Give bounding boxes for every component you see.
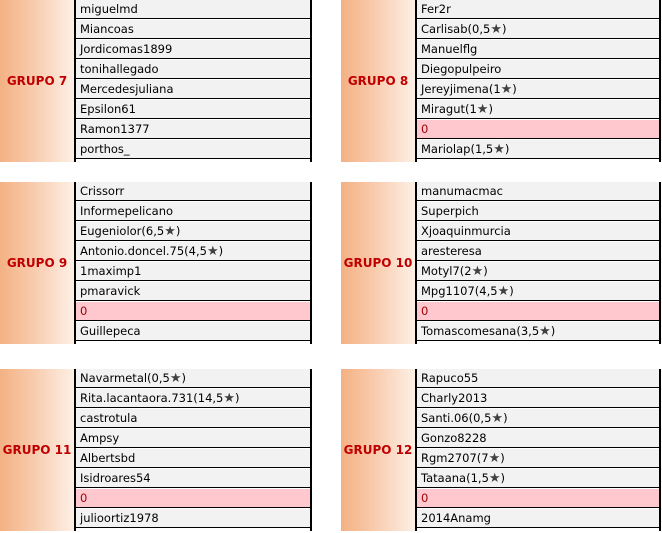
closing-paren: ) bbox=[218, 244, 224, 258]
closing-paren: ) bbox=[500, 451, 505, 465]
member-cell[interactable] bbox=[76, 80, 310, 99]
member-name: tonihallegado bbox=[80, 62, 159, 76]
member-name: Crissorr bbox=[80, 184, 125, 198]
star-icon: ★ bbox=[488, 471, 501, 486]
member-cell[interactable] bbox=[417, 202, 659, 221]
table-border bbox=[659, 369, 661, 531]
member-name: manumacmac bbox=[421, 184, 503, 198]
member-cell[interactable] bbox=[417, 369, 659, 388]
closing-paren: ) bbox=[500, 471, 506, 485]
member-name: 2014Anamg bbox=[421, 511, 491, 525]
member-name: 0 bbox=[80, 304, 88, 318]
star-icon: ★ bbox=[488, 451, 501, 466]
member-name: Ramon1377 bbox=[80, 122, 150, 136]
table-border bbox=[310, 182, 312, 344]
closing-paren: ) bbox=[488, 102, 493, 116]
member-cell[interactable] bbox=[417, 489, 659, 508]
star-icon: ★ bbox=[539, 324, 551, 339]
table-border bbox=[659, 182, 661, 344]
member-list bbox=[76, 0, 310, 159]
member-cell[interactable] bbox=[417, 389, 659, 408]
member-cell[interactable] bbox=[417, 182, 659, 201]
table-border bbox=[310, 369, 312, 531]
member-cell[interactable] bbox=[76, 140, 310, 159]
group-label: GRUPO 12 bbox=[341, 369, 415, 531]
member-list bbox=[417, 0, 659, 159]
member-cell[interactable] bbox=[417, 0, 659, 19]
member-cell[interactable] bbox=[417, 429, 659, 448]
member-name: Superpich bbox=[421, 204, 479, 218]
star-icon: ★ bbox=[497, 284, 510, 299]
member-name: Mercedesjuliana bbox=[80, 82, 174, 96]
member-name: Rgm2707(7 bbox=[421, 451, 489, 465]
member-name: Tomascomesana(3,5 bbox=[421, 324, 540, 338]
member-cell[interactable] bbox=[417, 469, 659, 488]
member-cell[interactable] bbox=[76, 0, 310, 19]
member-name: Rita.lacantaora.731(14,5 bbox=[80, 391, 224, 405]
member-cell[interactable] bbox=[76, 120, 310, 139]
member-cell[interactable] bbox=[76, 202, 310, 221]
member-cell[interactable] bbox=[417, 120, 659, 139]
member-cell[interactable] bbox=[76, 262, 310, 281]
member-list bbox=[417, 369, 659, 528]
member-name: 0 bbox=[421, 304, 429, 318]
closing-paren: ) bbox=[483, 264, 488, 278]
closing-paren: ) bbox=[181, 371, 186, 385]
member-name: Isidroares54 bbox=[80, 471, 151, 485]
member-name: Informepelicano bbox=[80, 204, 174, 218]
closing-paren: ) bbox=[503, 411, 508, 425]
member-name: julioortiz1978 bbox=[80, 511, 159, 525]
member-name: Mpg1107(4,5 bbox=[421, 284, 498, 298]
table-border bbox=[659, 0, 661, 162]
member-cell[interactable] bbox=[76, 282, 310, 301]
group-label: GRUPO 9 bbox=[0, 182, 74, 344]
member-name: Miancoas bbox=[80, 22, 134, 36]
group-block bbox=[0, 182, 310, 344]
group-label: GRUPO 11 bbox=[0, 369, 74, 531]
member-cell[interactable] bbox=[76, 369, 310, 388]
member-cell[interactable] bbox=[76, 302, 310, 321]
member-name: Manuelflg bbox=[421, 42, 478, 56]
member-name: Miragut(1 bbox=[421, 102, 477, 116]
star-icon: ★ bbox=[223, 391, 236, 406]
member-cell[interactable] bbox=[417, 409, 659, 428]
group-label: GRUPO 8 bbox=[341, 0, 415, 162]
closing-paren: ) bbox=[504, 142, 510, 156]
group-block bbox=[0, 0, 310, 162]
star-icon: ★ bbox=[493, 142, 505, 157]
table-border bbox=[310, 0, 312, 162]
member-list bbox=[417, 182, 659, 341]
member-name: Jordicomas1899 bbox=[80, 42, 173, 56]
group-block bbox=[341, 182, 659, 344]
member-cell[interactable] bbox=[76, 409, 310, 428]
member-cell[interactable] bbox=[76, 489, 310, 508]
closing-paren: ) bbox=[509, 284, 514, 298]
member-name: 0 bbox=[80, 491, 88, 505]
member-name: castrotula bbox=[80, 411, 138, 425]
member-cell[interactable] bbox=[76, 449, 310, 468]
member-cell[interactable] bbox=[417, 242, 659, 261]
group-label: GRUPO 10 bbox=[341, 182, 415, 344]
member-name: Eugeniolor(6,5 bbox=[80, 224, 165, 238]
member-name: Jereyjimena(1 bbox=[421, 82, 501, 96]
member-cell[interactable] bbox=[76, 60, 310, 79]
member-name: Epsilon61 bbox=[80, 102, 136, 116]
member-cell[interactable] bbox=[76, 40, 310, 59]
member-cell[interactable] bbox=[76, 182, 310, 201]
member-name: Ampsy bbox=[80, 431, 120, 445]
member-name: Guillepeca bbox=[80, 324, 141, 338]
member-cell[interactable] bbox=[76, 469, 310, 488]
group-block bbox=[0, 369, 310, 531]
star-icon: ★ bbox=[490, 22, 502, 37]
member-cell[interactable] bbox=[417, 20, 659, 39]
member-name: Albertsbd bbox=[80, 451, 136, 465]
member-name: 0 bbox=[421, 491, 429, 505]
member-name: Rapuco55 bbox=[421, 371, 479, 385]
member-cell[interactable] bbox=[417, 509, 659, 528]
member-cell[interactable] bbox=[417, 449, 659, 468]
member-cell[interactable] bbox=[417, 80, 659, 99]
member-cell[interactable] bbox=[417, 222, 659, 241]
member-name: Antonio.doncel.75(4,5 bbox=[80, 244, 207, 258]
member-name: miguelmd bbox=[80, 2, 138, 16]
member-name: pmaravick bbox=[80, 284, 141, 298]
member-name: Carlisab(0,5 bbox=[421, 22, 491, 36]
member-name: Motyl7(2 bbox=[421, 264, 472, 278]
member-name: Tataana(1,5 bbox=[421, 471, 489, 485]
member-cell[interactable] bbox=[417, 100, 659, 119]
member-name: Navarmetal(0,5 bbox=[80, 371, 170, 385]
member-name: 0 bbox=[421, 122, 429, 136]
member-cell[interactable] bbox=[417, 302, 659, 321]
member-name: Gonzo8228 bbox=[421, 431, 487, 445]
group-block bbox=[341, 369, 659, 531]
member-list bbox=[76, 182, 310, 341]
member-cell[interactable] bbox=[76, 242, 310, 261]
member-cell[interactable] bbox=[76, 222, 310, 241]
member-cell[interactable] bbox=[76, 389, 310, 408]
star-icon: ★ bbox=[491, 411, 504, 426]
member-cell[interactable] bbox=[417, 262, 659, 281]
member-name: Santi.06(0,5 bbox=[421, 411, 492, 425]
star-icon: ★ bbox=[476, 102, 489, 117]
group-block bbox=[341, 0, 659, 162]
member-list bbox=[76, 369, 310, 528]
member-cell[interactable] bbox=[76, 100, 310, 119]
star-icon: ★ bbox=[164, 224, 176, 239]
member-name: Charly2013 bbox=[421, 391, 488, 405]
member-cell[interactable] bbox=[76, 322, 310, 341]
closing-paren: ) bbox=[512, 82, 517, 96]
closing-paren: ) bbox=[550, 324, 556, 338]
member-cell[interactable] bbox=[417, 40, 659, 59]
closing-paren: ) bbox=[501, 22, 507, 36]
member-cell[interactable] bbox=[76, 509, 310, 528]
member-name: Fer2r bbox=[421, 2, 451, 16]
member-name: porthos_ bbox=[80, 142, 130, 156]
member-cell[interactable] bbox=[417, 140, 659, 159]
member-name: Xjoaquinmurcia bbox=[421, 224, 511, 238]
member-cell[interactable] bbox=[76, 429, 310, 448]
member-name: Mariolap(1,5 bbox=[421, 142, 494, 156]
member-cell[interactable] bbox=[417, 282, 659, 301]
star-icon: ★ bbox=[471, 264, 484, 279]
member-name: 1maximp1 bbox=[80, 264, 142, 278]
member-cell[interactable] bbox=[417, 60, 659, 79]
member-name: Diegopulpeiro bbox=[421, 62, 502, 76]
member-cell[interactable] bbox=[76, 20, 310, 39]
group-label: GRUPO 7 bbox=[0, 0, 74, 162]
star-icon: ★ bbox=[206, 244, 219, 259]
closing-paren: ) bbox=[235, 391, 240, 405]
member-name: aresteresa bbox=[421, 244, 482, 258]
member-cell[interactable] bbox=[417, 322, 659, 341]
star-icon: ★ bbox=[169, 371, 182, 386]
closing-paren: ) bbox=[175, 224, 181, 238]
star-icon: ★ bbox=[500, 82, 513, 97]
